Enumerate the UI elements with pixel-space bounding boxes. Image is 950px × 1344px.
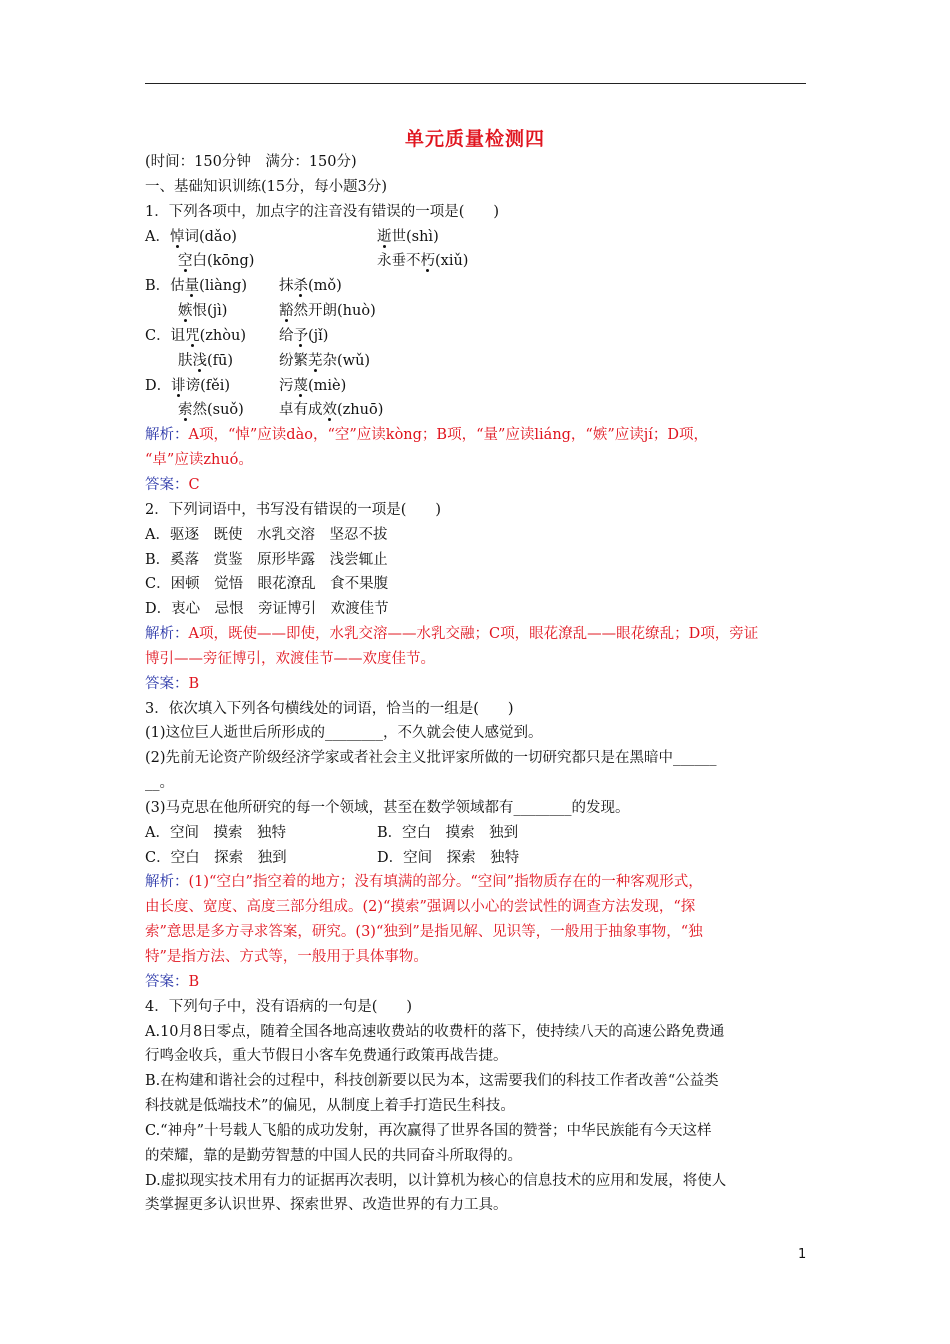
- q3-answer: 答案：B: [145, 973, 200, 990]
- q4-option-b-line1: B.在构建和谐社会的过程中，科技创新要以民为本，这需要我们的科技工作者改善“公益类: [145, 1073, 719, 1090]
- q1-option-b-row1: B．估量(liàng) 抹杀(mǒ): [145, 278, 342, 295]
- q3-analysis-line2: 由长度、宽度、高度三部分组成。(2)“摸索”强调以小心的尝试性的调查方法发现，“探: [145, 899, 696, 916]
- q3-sentence-1: (1)这位巨人逝世后所形成的________，不久就会使人感觉到。: [145, 725, 543, 742]
- q3-sentence-3: (3)马克思在他所研究的每一个领域，甚至在数学领域都有________的发现。: [145, 799, 630, 816]
- q1-analysis-line2: “卓”应读zhuó。: [145, 452, 253, 469]
- q3-sentence-2-cont: __。: [145, 775, 174, 792]
- dotted-char: 空: [178, 253, 193, 270]
- q3-options-ab: A．空间 摸索 独特 B．空白 摸索 独到: [145, 824, 519, 841]
- section-heading: 一、基础知识训练(15分，每小题3分): [145, 178, 387, 195]
- dotted-char: 索: [178, 402, 193, 419]
- document-body: [145, 150, 815, 1218]
- q2-analysis-line2: 博引——旁征博引，欢渡佳节——欢度佳节。: [145, 650, 435, 667]
- question-3-stem: 3．依次填入下列各句横线处的词语，恰当的一组是( ): [145, 700, 514, 717]
- dotted-char: 诽: [171, 377, 186, 394]
- page-title: 单元质量检测四: [404, 128, 545, 150]
- q1-option-a-row2: 空白(kōng) 永垂不朽(xiǔ): [178, 253, 469, 270]
- dotted-char: 芜: [308, 352, 323, 369]
- q3-sentence-2: (2)先前无论资产阶级经济学家或者社会主义批评家所做的一切研究都只是在黑暗中______: [145, 750, 717, 767]
- question-2-stem: 2．下列词语中，书写没有错误的一项是( ): [145, 501, 442, 518]
- q1-option-d-row2: 索然(suǒ) 卓有成效(zhuō): [178, 402, 384, 419]
- q2-answer: 答案：B: [145, 675, 200, 692]
- q1-analysis-line1: 解析：A项，“悼”应读dào，“空”应读kòng；B项，“量”应读liáng，“嫉”应读jí；D项，: [145, 427, 709, 444]
- dotted-char: 予: [293, 327, 308, 344]
- dotted-char: 蔑: [293, 377, 308, 394]
- q4-option-d-line1: D.虚拟现实技术用有力的证据再次表明，以计算机为核心的信息技术的应用和发展，将使人: [145, 1172, 727, 1189]
- q1-answer: 答案：C: [145, 476, 200, 493]
- q4-option-d-line2: 类掌握更多认识世界、探索世界、改造世界的有力工具。: [145, 1197, 508, 1214]
- exam-meta: (时间：150分钟 满分：150分): [145, 154, 357, 170]
- q4-option-c-line1: C.“神舟”十号载人飞船的成功发射，再次赢得了世界各国的赞誉；中华民族能有今天这样: [145, 1122, 712, 1139]
- q4-option-a-line2: 行鸣金收兵，重大节假日小客车免费通行政策再战告捷。: [145, 1048, 508, 1065]
- q3-analysis-line3: 索”意思是多方寻求答案，研究。(3)“独到”是指见解、见识等，一般用于抽象事物，“独: [145, 924, 703, 941]
- q3-analysis-line1: 解析：(1)“空白”指空着的地方；没有填满的部分。“空间”指物质存在的一种客观形式，: [145, 874, 703, 891]
- dotted-char: 咒: [185, 327, 200, 344]
- dotted-char: 浅: [192, 352, 207, 369]
- header-rule: [145, 83, 806, 84]
- dotted-char: 豁: [279, 303, 294, 320]
- dotted-char: 悼: [169, 228, 185, 245]
- q4-option-c-line2: 的荣耀，靠的是勤劳智慧的中国人民的共同奋斗所取得的。: [145, 1147, 522, 1164]
- dotted-char: 杀: [293, 278, 308, 295]
- question-1-stem: 1．下列各项中，加点字的注音没有错误的一项是( ): [145, 203, 500, 220]
- q4-option-a-line1: A.10月8日零点，随着全国各地高速收费站的收费杆的落下，使持续八天的高速公路免费通: [145, 1023, 725, 1040]
- page-number: 1: [798, 1247, 807, 1262]
- q1-option-b-row2: 嫉恨(jì) 豁然开朗(huò): [178, 303, 376, 320]
- q2-option-a: A．驱逐 既使 水乳交溶 坚忍不拔: [145, 526, 388, 543]
- q4-option-b-line2: 科技就是低端技术”的偏见，从制度上着手打造民生科技。: [145, 1098, 515, 1115]
- q1-option-c-row1: C．诅咒(zhòu) 给予(jǐ): [145, 327, 329, 344]
- q3-options-cd: C．空白 探索 独到 D．空间 探索 独特: [145, 849, 520, 866]
- q1-option-a-row1: A．悼词(dǎo) 逝世(shì): [145, 228, 439, 245]
- dotted-char: 嫉: [178, 303, 193, 320]
- question-4-stem: 4．下列句子中，没有语病的一句是( ): [145, 998, 413, 1015]
- dotted-char: 效: [322, 402, 337, 419]
- q2-option-b: B．奚落 赏鉴 原形毕露 浅尝辄止: [145, 551, 388, 568]
- q1-option-d-row1: D．诽谤(fěi) 污蔑(miè): [145, 377, 347, 394]
- dotted-char: 朽: [420, 253, 435, 270]
- q3-analysis-line4: 特”是指方法、方式等，一般用于具体事物。: [145, 949, 428, 965]
- dotted-char: 逝: [377, 228, 392, 245]
- q2-option-c: C．困顿 觉悟 眼花潦乱 食不果腹: [145, 576, 389, 593]
- q1-option-c-row2: 肤浅(fū) 纷繁芜杂(wǔ): [178, 352, 371, 369]
- dotted-char: 量: [184, 278, 200, 295]
- q2-option-d: D．衷心 忌恨 旁证博引 欢渡佳节: [145, 601, 389, 618]
- q2-analysis-line1: 解析：A项，既使——即使，水乳交溶——水乳交融；C项，眼花潦乱——眼花缭乱；D项，旁证: [145, 626, 759, 643]
